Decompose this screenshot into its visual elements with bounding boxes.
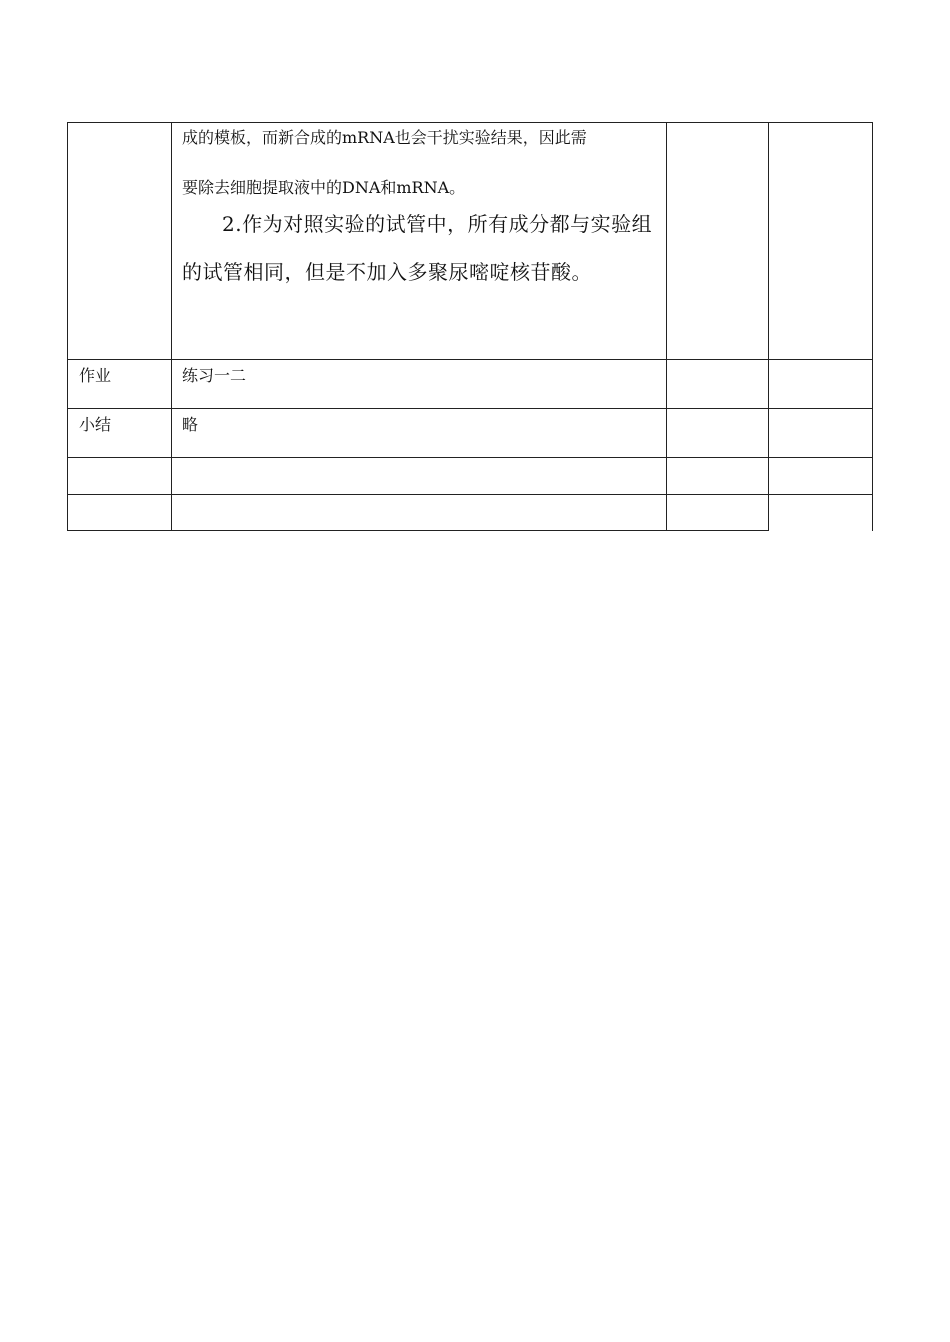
empty-cell (68, 458, 172, 495)
extra-cell (769, 123, 873, 360)
homework-label: 作业 (68, 360, 172, 409)
empty-cell (172, 495, 667, 531)
lesson-plan-table (67, 122, 873, 531)
content-line-1: 成的模板，而新合成的mRNA也会干扰实验结果，因此需 (182, 128, 587, 147)
table-row (68, 409, 873, 458)
table-row (68, 360, 873, 409)
empty-cell (769, 458, 873, 495)
table-row (68, 495, 873, 531)
empty-cell (172, 458, 667, 495)
table-row (68, 458, 873, 495)
content-point-2: 2.作为对照实验的试管中，所有成分都与实验组的试管相同，但是不加入多聚尿嘧啶核苷酸。 (182, 212, 653, 284)
table-row (68, 123, 873, 360)
empty-cell (769, 495, 873, 531)
summary-label: 小结 (68, 409, 172, 458)
empty-cell (68, 495, 172, 531)
content-cell (172, 123, 667, 360)
label-cell-empty (68, 123, 172, 360)
summary-value: 略 (172, 409, 667, 458)
extra-cell (667, 409, 769, 458)
homework-value: 练习一二 (172, 360, 667, 409)
extra-cell (667, 360, 769, 409)
content-line-2: 要除去细胞提取液中的DNA和mRNA。 (182, 178, 466, 197)
empty-cell (667, 495, 769, 531)
extra-cell (667, 123, 769, 360)
extra-cell (769, 360, 873, 409)
extra-cell (769, 409, 873, 458)
empty-cell (667, 458, 769, 495)
